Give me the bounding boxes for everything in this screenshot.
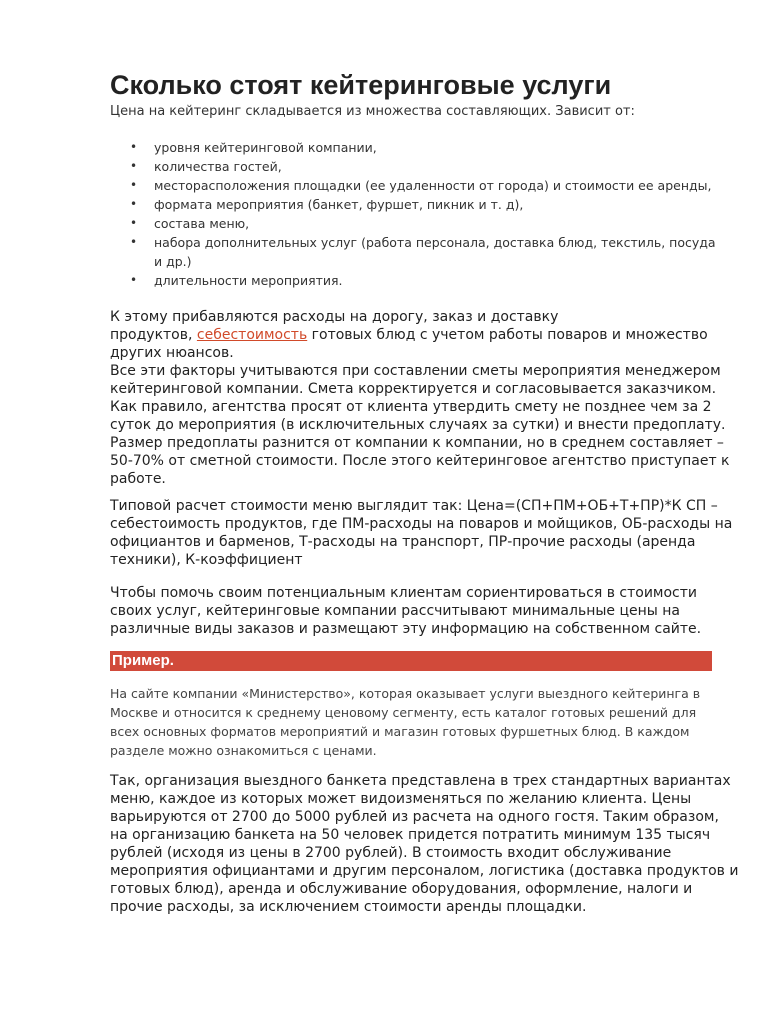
paragraph-line: различные виды заказов и размещают эту информацию на собственном сайте.	[110, 621, 702, 637]
factor-text: количества гостей,	[154, 159, 282, 174]
paragraph-line: Чтобы помочь своим потенциальным клиентам сориентироваться в стоимости	[110, 585, 698, 601]
paragraph-line: себестоимость продуктов, где ПМ-расходы на поваров и мойщиков, ОБ-расходы на	[110, 516, 733, 532]
paragraph-formula	[110, 497, 733, 569]
paragraph-line: Так, организация выездного банкета представлена в трех стандартных вариантах	[110, 773, 731, 789]
paragraph-line: Типовой расчет стоимости меню выглядит так: Цена=(СП+ПМ+ОБ+Т+ПР)*К СП –	[110, 498, 718, 514]
example-heading: Пример.	[112, 652, 174, 669]
paragraph-line: прочие расходы, за исключением стоимости аренды площадки.	[110, 899, 587, 915]
paragraph-ministry	[110, 684, 712, 760]
factor-list-item	[110, 157, 712, 176]
paragraph-minimum-prices	[110, 584, 712, 638]
factor-list-item	[110, 195, 712, 214]
factors-list	[110, 138, 716, 290]
paragraph-line: Москве и относится к среднему ценовому сегменту, есть каталог готовых решений для	[110, 705, 697, 720]
bullet-icon: •	[130, 159, 138, 173]
paragraph-line: готовых блюд), аренда и обслуживание оборудования, оформление, налоги и	[110, 881, 693, 897]
factor-text: длительности мероприятия.	[154, 273, 343, 288]
factor-text: набора дополнительных услуг (работа персонала, доставка блюд, текстиль, посуда	[154, 235, 716, 250]
intro-text: Цена на кейтеринг складывается из множества составляющих. Зависит от:	[110, 104, 635, 119]
paragraph-line: на организацию банкета на 50 человек придется потратить минимум 135 тысяч	[110, 827, 711, 843]
paragraph-line: Как правило, агентства просят от клиента утвердить смету не позднее чем за 2	[110, 399, 712, 415]
paragraph-line	[110, 326, 712, 344]
example-heading-bar	[110, 651, 712, 671]
paragraph-line: Размер предоплаты разнится от компании к компании, но в среднем составляет –	[110, 435, 724, 451]
factor-text: формата мероприятия (банкет, фуршет, пикник и т. д),	[154, 197, 524, 212]
factor-text: месторасположения площадки (ее удаленности от города) и стоимости ее аренды,	[154, 178, 712, 193]
bullet-icon: •	[130, 178, 138, 192]
paragraph-line: техники), К-коэффициент	[110, 552, 303, 568]
paragraph-line: других нюансов.	[110, 345, 234, 361]
factor-list-item	[110, 214, 712, 233]
cost-price-link[interactable]: себестоимость	[196, 327, 308, 343]
paragraph-line: всех основных форматов мероприятий и магазин готовых фуршетных блюд. В каждом	[110, 724, 690, 739]
factor-list-item	[110, 271, 712, 290]
paragraph-line: суток до мероприятия (в исключительных случаях за сутки) и внести предоплату.	[110, 417, 726, 433]
paragraph-line: 50-70% от сметной стоимости. После этого кейтеринговое агентство приступает к	[110, 453, 730, 469]
paragraph-costs	[110, 308, 730, 488]
page-title: Сколько стоят кейтеринговые услуги	[110, 70, 612, 100]
bullet-icon: •	[130, 235, 138, 249]
paragraph-text: продуктов,	[110, 327, 197, 343]
factor-text: уровня кейтеринговой компании,	[154, 140, 377, 155]
paragraph-line: К этому прибавляются расходы на дорогу, заказ и доставку	[110, 309, 559, 325]
paragraph-line: меню, каждое из которых может видоизменяться по желанию клиента. Цены	[110, 791, 692, 807]
bullet-icon: •	[130, 197, 138, 211]
factor-text: состава меню,	[154, 216, 250, 231]
factor-list-item	[110, 138, 712, 157]
paragraph-line: кейтеринговой компании. Смета корректируется и согласовывается заказчиком.	[110, 381, 717, 397]
paragraph-line: своих услуг, кейтеринговые компании рассчитывают минимальные цены на	[110, 603, 681, 619]
bullet-icon: •	[130, 273, 138, 287]
paragraph-text: готовых блюд с учетом работы поваров и множество	[307, 327, 708, 343]
factor-text: и др.)	[154, 254, 192, 269]
paragraph-line: мероприятия официантами и другим персоналом, логистика (доставка продуктов и	[110, 863, 739, 879]
paragraph-line: разделе можно ознакомиться с ценами.	[110, 743, 377, 758]
paragraph-line: рублей (исходя из цены в 2700 рублей). В стоимость входит обслуживание	[110, 845, 672, 861]
factor-list-item	[110, 233, 716, 271]
bullet-icon: •	[130, 216, 138, 230]
paragraph-banquet	[110, 772, 739, 916]
paragraph-line: варьируются от 2700 до 5000 рублей из расчета на одного гостя. Таким образом,	[110, 809, 719, 825]
factor-list-item	[110, 176, 712, 195]
paragraph-line: официантов и барменов, Т-расходы на транспорт, ПР-прочие расходы (аренда	[110, 534, 696, 550]
paragraph-line: Все эти факторы учитываются при составлении сметы мероприятия менеджером	[110, 363, 721, 379]
paragraph-line: На сайте компании «Министерство», которая оказывает услуги выездного кейтеринга в	[110, 686, 701, 701]
paragraph-line: работе.	[110, 471, 166, 487]
bullet-icon: •	[130, 140, 138, 154]
